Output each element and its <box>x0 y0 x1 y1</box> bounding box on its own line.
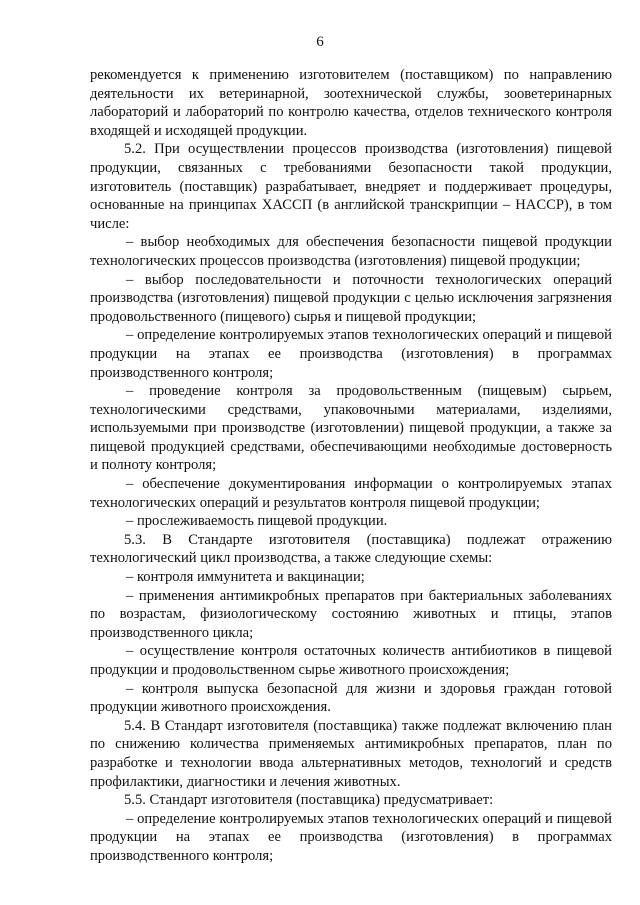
list-item: – выбор необходимых для обеспечения безопасности пищевой продукции технологических процессов производства (изготовления) пищевой продукции; <box>90 234 612 269</box>
list-item: – применения антимикробных препаратов при бактериальных заболеваниях по возрастам, физиологическому состоянию животных и птицы, этапов производственного цикла; <box>90 587 612 641</box>
list-item: – осуществление контроля остаточных количеств антибиотиков в пищевой продукции и продовольственном сырье животного происхождения; <box>90 643 612 678</box>
document-body <box>90 66 612 866</box>
list-item: – прослеживаемость пищевой продукции. <box>126 513 388 530</box>
paragraph-5-3: 5.3. В Стандарте изготовителя (поставщика) подлежат отражению технологический цикл производства, а также следующие схемы: <box>90 531 612 567</box>
list-item: – определение контролируемых этапов технологических операций и пищевой продукции на этапах ее производства (изготовления) в программах производственного контроля; <box>90 327 612 381</box>
list-item: – выбор последовательности и поточности технологических операций производства (изготовления) пищевой продукции с целью исключения загрязнения продовольственного (пищевого) сырья и пищевой продукции; <box>90 271 612 325</box>
paragraph-continuation: рекомендуется к применению изготовителем (поставщиком) по направлению деятельности их ветеринарной, зоотехнической службы, зооветеринарных лабораторий и лабораторий по контролю качества, отделов технического контроля входящей и исходящей продукции. <box>90 67 612 139</box>
paragraph-5-2: 5.2. При осуществлении процессов производства (изготовления) пищевой продукции, связанных с требованиями безопасности такой продукции, изготовитель (поставщик) разрабатывает, внедряет и поддерживает процедуры, основанные на принципах ХАССП (в английской транскрипции – HACCP), в том числе: <box>90 141 612 232</box>
list-item: – контроля иммунитета и вакцинации; <box>126 569 365 586</box>
page-number: 6 <box>316 34 324 50</box>
list-item: – обеспечение документирования информации о контролируемых этапах технологических операций и результатов контроля пищевой продукции; <box>90 476 612 511</box>
paragraph-5-4: 5.4. В Стандарт изготовителя (поставщика) также подлежат включению план по снижению количества применяемых антимикробных препаратов, план по разработке и технологии ввода альтернативных методов, технологий и средств профилактики, диагностики и лечения животных. <box>90 717 612 790</box>
list-item: – определение контролируемых этапов технологических операций и пищевой продукции на этапах ее производства (изготовления) в программах производственного контроля; <box>90 810 612 864</box>
list-item: – контроля выпуска безопасной для жизни и здоровья граждан готовой продукции животного происхождения. <box>90 680 612 716</box>
list-item: – проведение контроля за продовольственным (пищевым) сырьем, технологическими средствами, упаковочными материалами, изделиями, используемыми при производстве (изготовлении) пищевой продукции, а также за пищевой продукцией средствами, обеспечивающими необходимые достоверность и полноту контроля; <box>90 383 612 474</box>
paragraph-5-5: 5.5. Стандарт изготовителя (поставщика) предусматривает: <box>124 792 494 809</box>
